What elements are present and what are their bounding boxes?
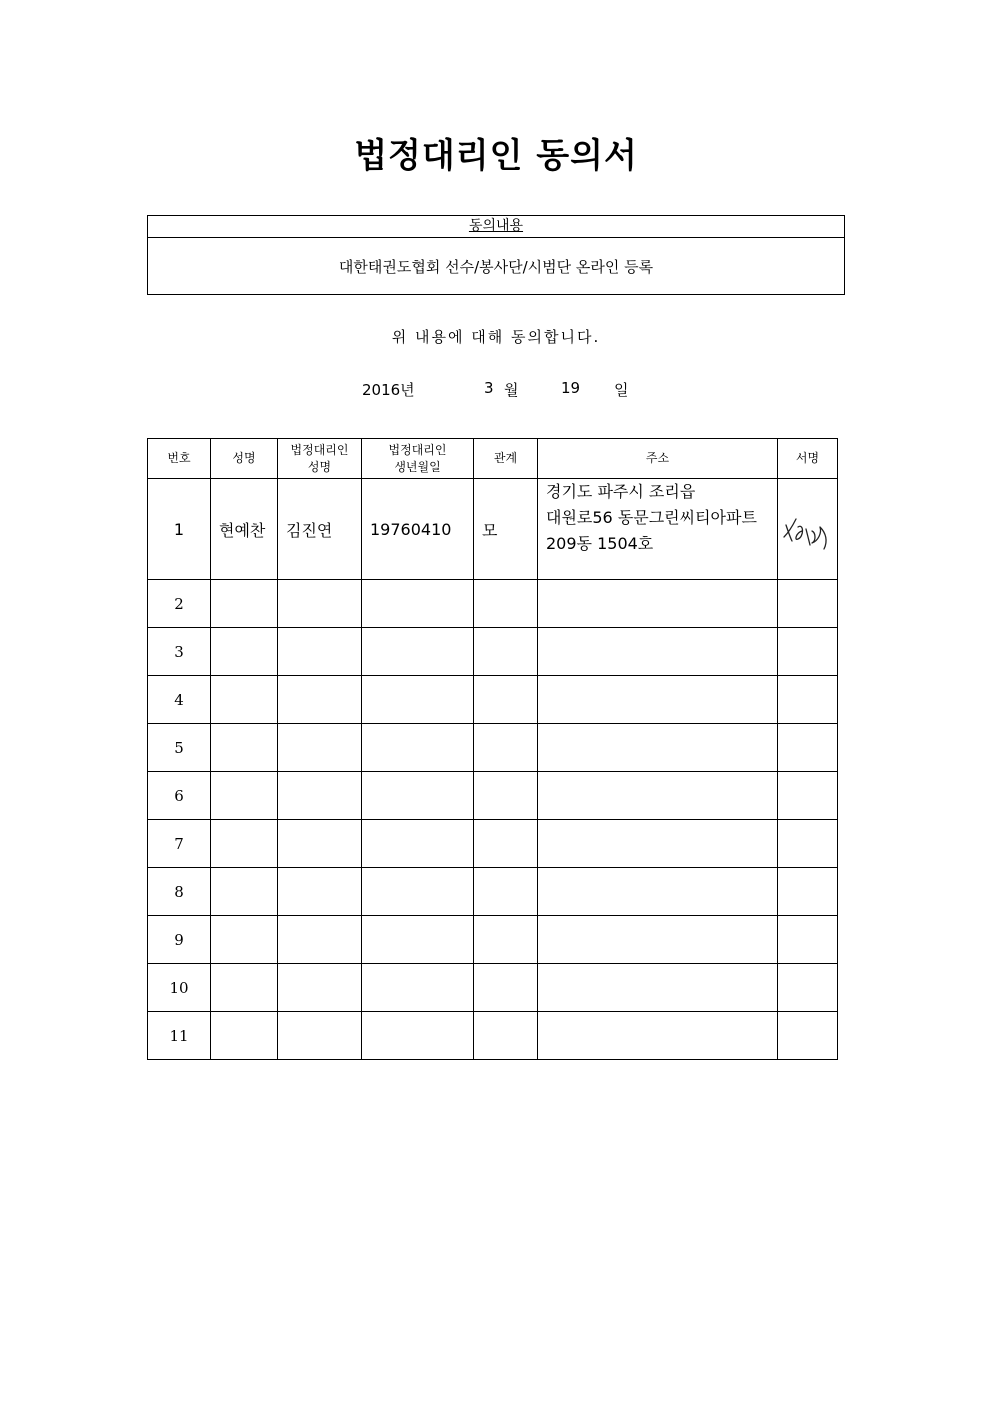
table-row <box>148 916 838 964</box>
header-relation: 관계 <box>474 439 538 479</box>
header-address: 주소 <box>538 439 778 479</box>
row-number: 9 <box>148 916 211 964</box>
date-day-value: 19 <box>561 379 581 397</box>
header-guardian-name <box>278 439 362 479</box>
table-row <box>148 580 838 628</box>
row-number: 4 <box>148 676 211 724</box>
date-year: 2016년 <box>362 381 415 399</box>
header-guardian-name-line1: 법정대리인 <box>290 442 349 457</box>
row-name: 현예찬 <box>211 479 278 580</box>
table-row <box>148 820 838 868</box>
page-title: 법정대리인 동의서 <box>354 136 638 176</box>
row-address <box>538 479 778 580</box>
date-day-unit: 일 <box>614 381 629 399</box>
header-guardian-birth-line1: 법정대리인 <box>388 442 447 457</box>
row-number: 8 <box>148 868 211 916</box>
row-relation: 모 <box>474 479 538 580</box>
row-number: 3 <box>148 628 211 676</box>
date-month-unit: 월 <box>504 381 519 399</box>
table-row <box>148 772 838 820</box>
consent-header <box>148 216 844 238</box>
row-number: 11 <box>148 1012 211 1060</box>
row-signature <box>778 479 838 580</box>
agreement-text: 위 내용에 대해 동의합니다. <box>391 328 601 346</box>
header-number: 번호 <box>148 439 211 479</box>
row-number: 10 <box>148 964 211 1012</box>
header-guardian-birth <box>362 439 474 479</box>
table-row <box>148 479 838 580</box>
consent-box <box>147 215 845 295</box>
row-number: 2 <box>148 580 211 628</box>
table-row <box>148 676 838 724</box>
row-guardian-name: 김진연 <box>278 479 362 580</box>
row-number: 7 <box>148 820 211 868</box>
header-guardian-name-line2: 성명 <box>307 459 332 474</box>
header-signature: 서명 <box>778 439 838 479</box>
row-number: 5 <box>148 724 211 772</box>
row-address-line2: 대원로56 동문그린씨티아파트 <box>546 508 757 527</box>
table-header-row <box>148 439 838 479</box>
row-address-line3: 209동 1504호 <box>546 534 654 553</box>
table-row <box>148 964 838 1012</box>
date-month-value: 3 <box>484 379 494 397</box>
row-number: 6 <box>148 772 211 820</box>
registration-table <box>147 438 838 1060</box>
header-name: 성명 <box>211 439 278 479</box>
handwritten-signature <box>780 497 836 557</box>
row-number: 1 <box>148 479 211 580</box>
consent-header-label: 동의내용 <box>468 218 524 234</box>
consent-content: 대한태권도협회 선수/봉사단/시범단 온라인 등록 <box>338 258 654 276</box>
table-row <box>148 868 838 916</box>
header-guardian-birth-line2: 생년월일 <box>394 459 441 474</box>
row-address-line1: 경기도 파주시 조리읍 <box>546 482 696 501</box>
table-row <box>148 628 838 676</box>
table-row <box>148 724 838 772</box>
row-guardian-birth: 19760410 <box>362 479 474 580</box>
table-row <box>148 1012 838 1060</box>
